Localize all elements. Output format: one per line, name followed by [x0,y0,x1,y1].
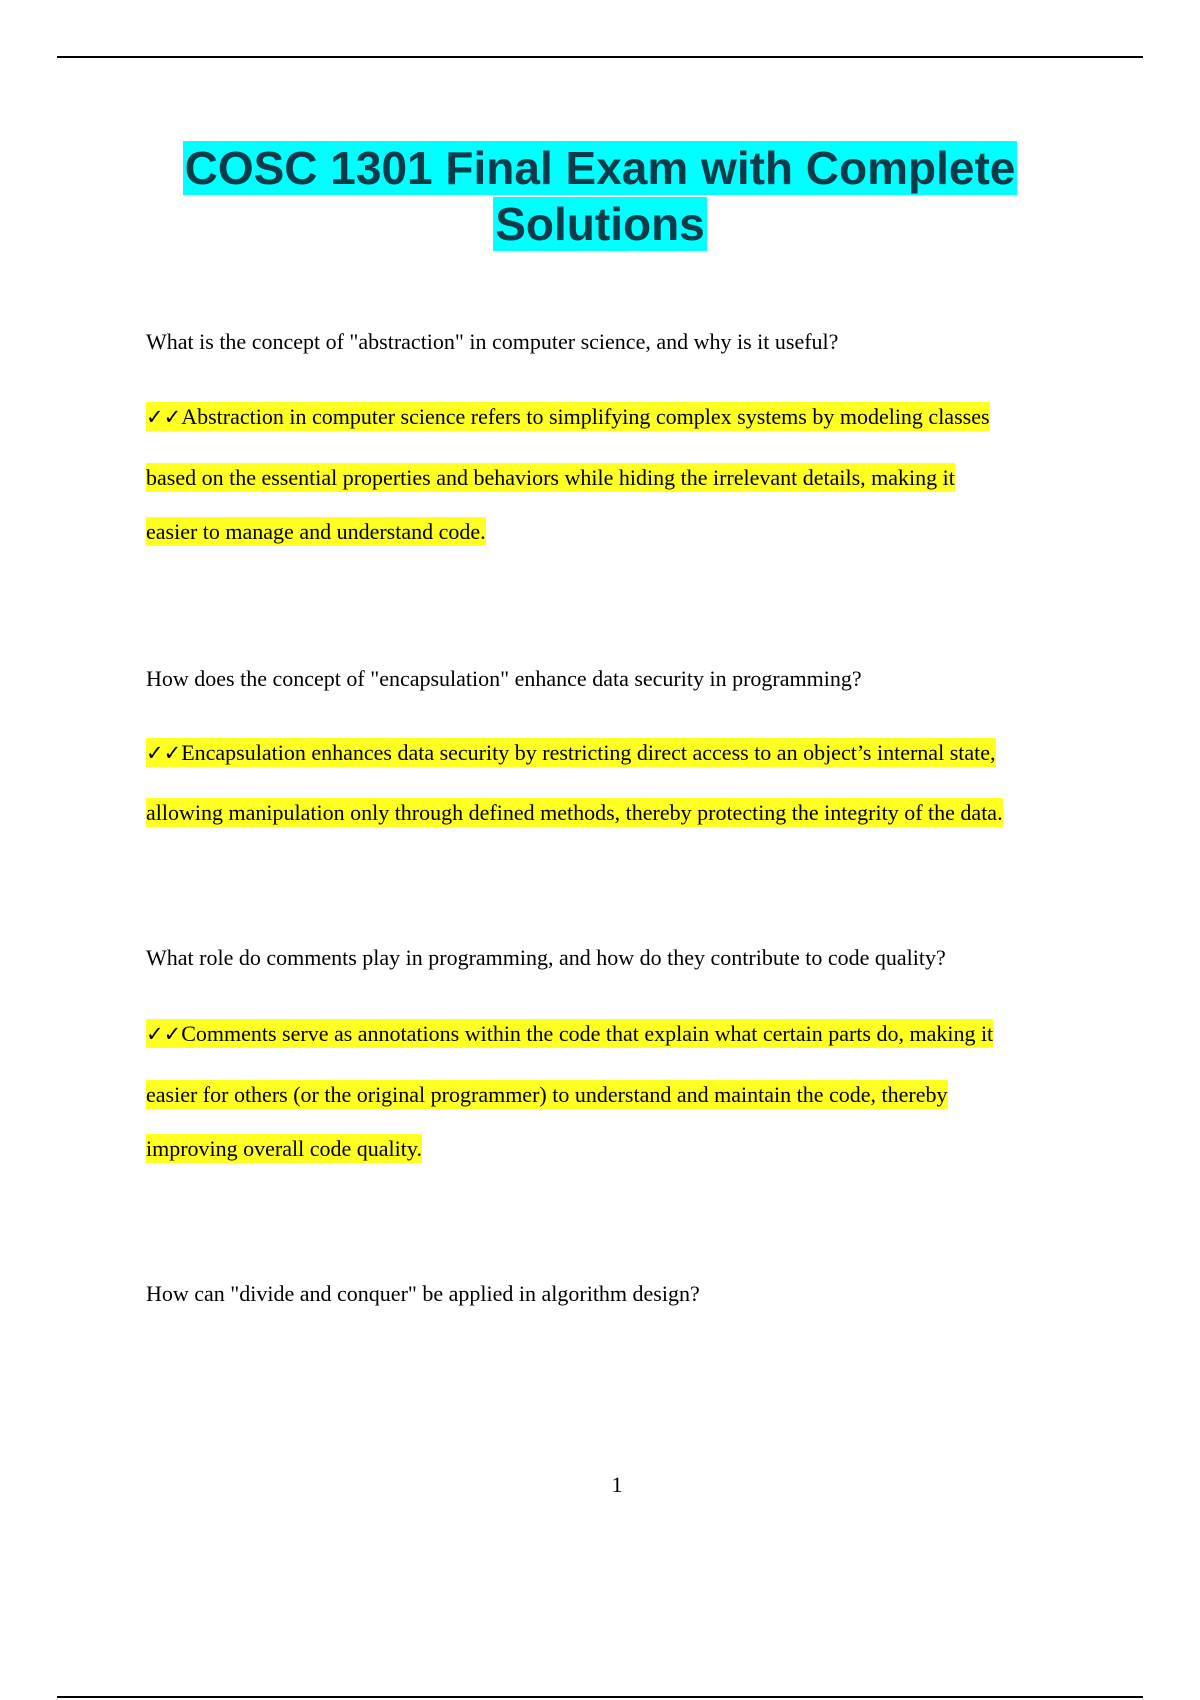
question-2: How does the concept of "encapsulation" enhance data security in programming? [146,666,862,691]
bottom-rule [57,1696,1143,1698]
answer-2-line-1: Encapsulation enhances data security by restricting direct access to an object’s internal state, [181,740,996,765]
answer-1-line-2: based on the essential properties and behaviors while hiding the irrelevant details, making it [146,465,955,490]
question-4: How can "divide and conquer" be applied in algorithm design? [146,1281,700,1306]
qa-item-4 [146,1280,1146,1308]
double-check-icon: ✓✓ [146,405,182,429]
title-line-1: COSC 1301 Final Exam with Complete [184,142,1016,194]
question-3: What role do comments play in programming, and how do they contribute to code quality? [146,945,946,970]
page-number: 1 [611,1472,623,1497]
double-check-icon: ✓✓ [146,1022,182,1046]
qa-item-2 [146,665,1146,825]
title-line-2: Solutions [495,198,705,250]
question-1: What is the concept of "abstraction" in computer science, and why is it useful? [146,329,839,354]
answer-1-line-1: Abstraction in computer science refers to simplifying complex systems by modeling classes [181,404,990,429]
answer-2-line-2: allowing manipulation only through defined methods, thereby protecting the integrity of the data. [146,800,1003,825]
answer-3-line-1: Comments serve as annotations within the code that explain what certain parts do, making it [181,1021,994,1046]
document-title [100,140,1100,252]
double-check-icon: ✓✓ [146,741,182,765]
qa-item-3 [146,944,1146,1161]
qa-item-1 [146,328,1146,544]
answer-3-line-3: improving overall code quality. [146,1136,422,1161]
top-rule [57,56,1143,58]
answer-3-line-2: easier for others (or the original programmer) to understand and maintain the code, thereby [146,1082,948,1107]
answer-1-line-3: easier to manage and understand code. [146,519,486,544]
